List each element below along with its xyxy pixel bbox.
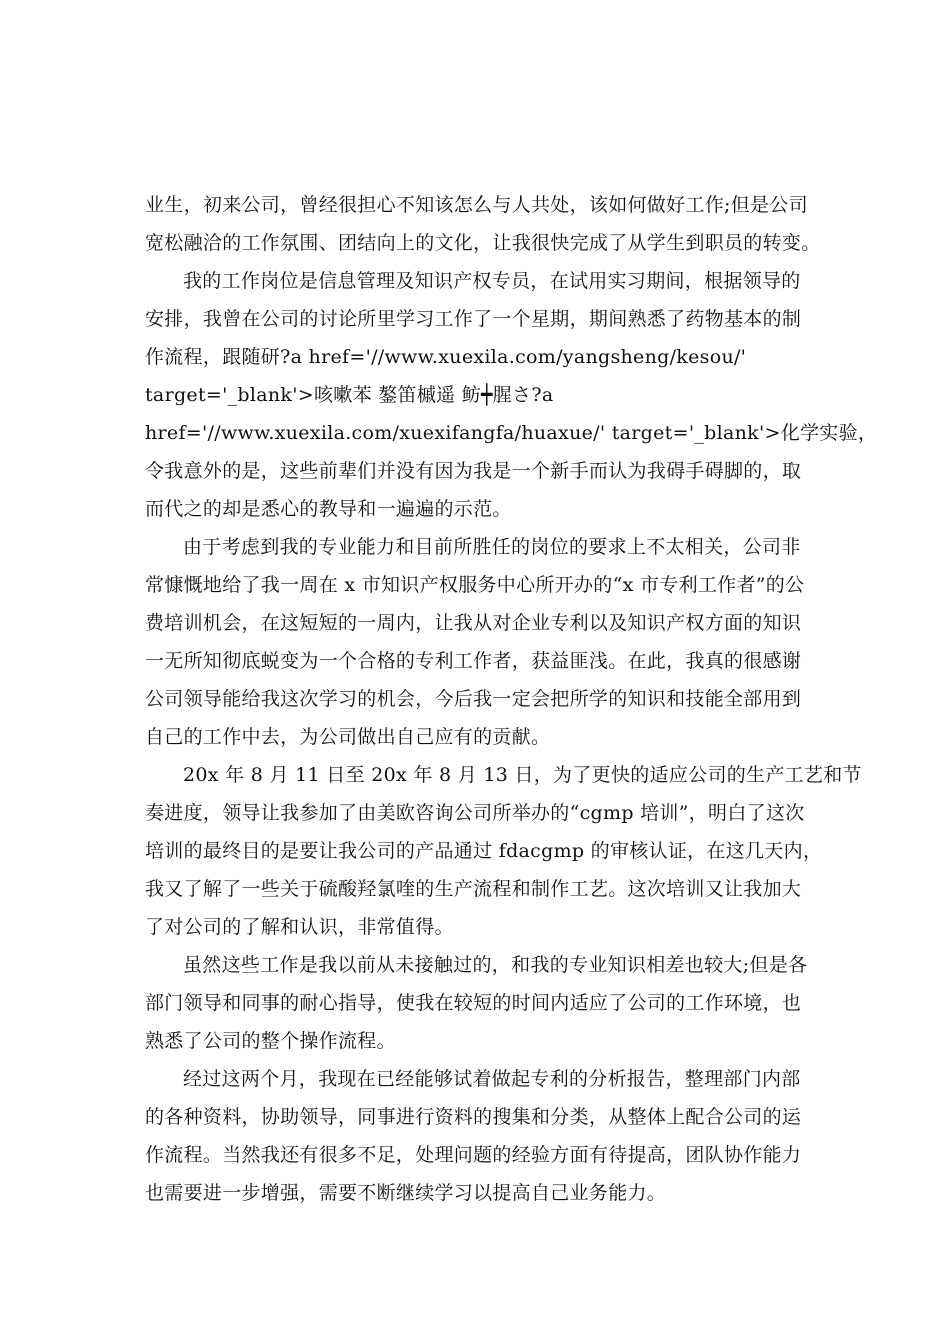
text-line: 奏进度，领导让我参加了由美欧咨询公司所举办的“cgmp 培训”，明白了这次 bbox=[145, 802, 805, 824]
text-line: href='//www.xuexila.com/xuexifangfa/huaxue/' target='_blank'>化学实验， bbox=[145, 422, 878, 444]
paragraph-start-line: 经过这两个月，我现在已经能够试着做起专利的分析报告，整理部门内部 bbox=[183, 1068, 801, 1090]
paragraph-start-line: 20x 年 8 月 11 日至 20x 年 8 月 13 日，为了更快的适应公司的生产工艺和节 bbox=[183, 764, 862, 786]
text-line: 自己的工作中去，为公司做出自己应有的贡献。 bbox=[145, 726, 551, 748]
text-line: 一无所知彻底蜕变为一个合格的专利工作者，获益匪浅。在此，我真的很感谢 bbox=[145, 650, 802, 672]
text-line: 作流程。当然我还有很多不足，处理问题的经验方面有待提高，团队协作能力 bbox=[145, 1144, 802, 1166]
paragraph-start-line: 我的工作岗位是信息管理及知识产权专员，在试用实习期间，根据领导的 bbox=[183, 270, 801, 292]
text-line: 作流程，跟随研?a href='//www.xuexila.com/yangsheng/kesou/' bbox=[145, 346, 747, 368]
text-line: 令我意外的是，这些前辈们并没有因为我是一个新手而认为我碍手碍脚的，取 bbox=[145, 460, 802, 482]
text-line: 常慷慨地给了我一周在 x 市知识产权服务中心所开办的“x 市专利工作者”的公 bbox=[145, 574, 805, 596]
text-line: 也需要进一步增强，需要不断继续学习以提高自己业务能力。 bbox=[145, 1182, 667, 1204]
paragraph-start-line: 虽然这些工作是我以前从未接触过的，和我的专业知识相差也较大;但是各 bbox=[183, 954, 808, 976]
text-line: 部门领导和同事的耐心指导，使我在较短的时间内适应了公司的工作环境，也 bbox=[145, 992, 802, 1014]
text-line: target='_blank'>咳嗽苯 鏊笛槭遥 鲂┿腥さ?a bbox=[145, 384, 554, 406]
text-line: 我又了解了一些关于硫酸羟氯喹的生产流程和制作工艺。这次培训又让我加大 bbox=[145, 878, 802, 900]
text-line: 熟悉了公司的整个操作流程。 bbox=[145, 1030, 396, 1052]
text-line: 安排，我曾在公司的讨论所里学习工作了一个星期，期间熟悉了药物基本的制 bbox=[145, 308, 802, 330]
text-line: 的各种资料，协助领导，同事进行资料的搜集和分类，从整体上配合公司的运 bbox=[145, 1106, 802, 1128]
text-line: 了对公司的了解和认识，非常值得。 bbox=[145, 916, 454, 938]
text-line: 培训的最终目的是要让我公司的产品通过 fdacgmp 的审核认证，在这几天内， bbox=[145, 840, 823, 862]
text-line: 宽松融洽的工作氛围、团结向上的文化，让我很快完成了从学生到职员的转变。 bbox=[145, 232, 821, 254]
paragraph-start-line: 由于考虑到我的专业能力和目前所胜任的岗位的要求上不太相关，公司非 bbox=[183, 536, 801, 558]
text-line: 而代之的却是悉心的教导和一遍遍的示范。 bbox=[145, 498, 512, 520]
text-line: 公司领导能给我这次学习的机会，今后我一定会把所学的知识和技能全部用到 bbox=[145, 688, 802, 710]
text-line: 业生，初来公司，曾经很担心不知该怎么与人共处，该如何做好工作;但是公司 bbox=[145, 194, 808, 216]
text-line: 费培训机会，在这短短的一周内，让我从对企业专利以及知识产权方面的知识 bbox=[145, 612, 802, 634]
document-body bbox=[145, 186, 878, 1212]
